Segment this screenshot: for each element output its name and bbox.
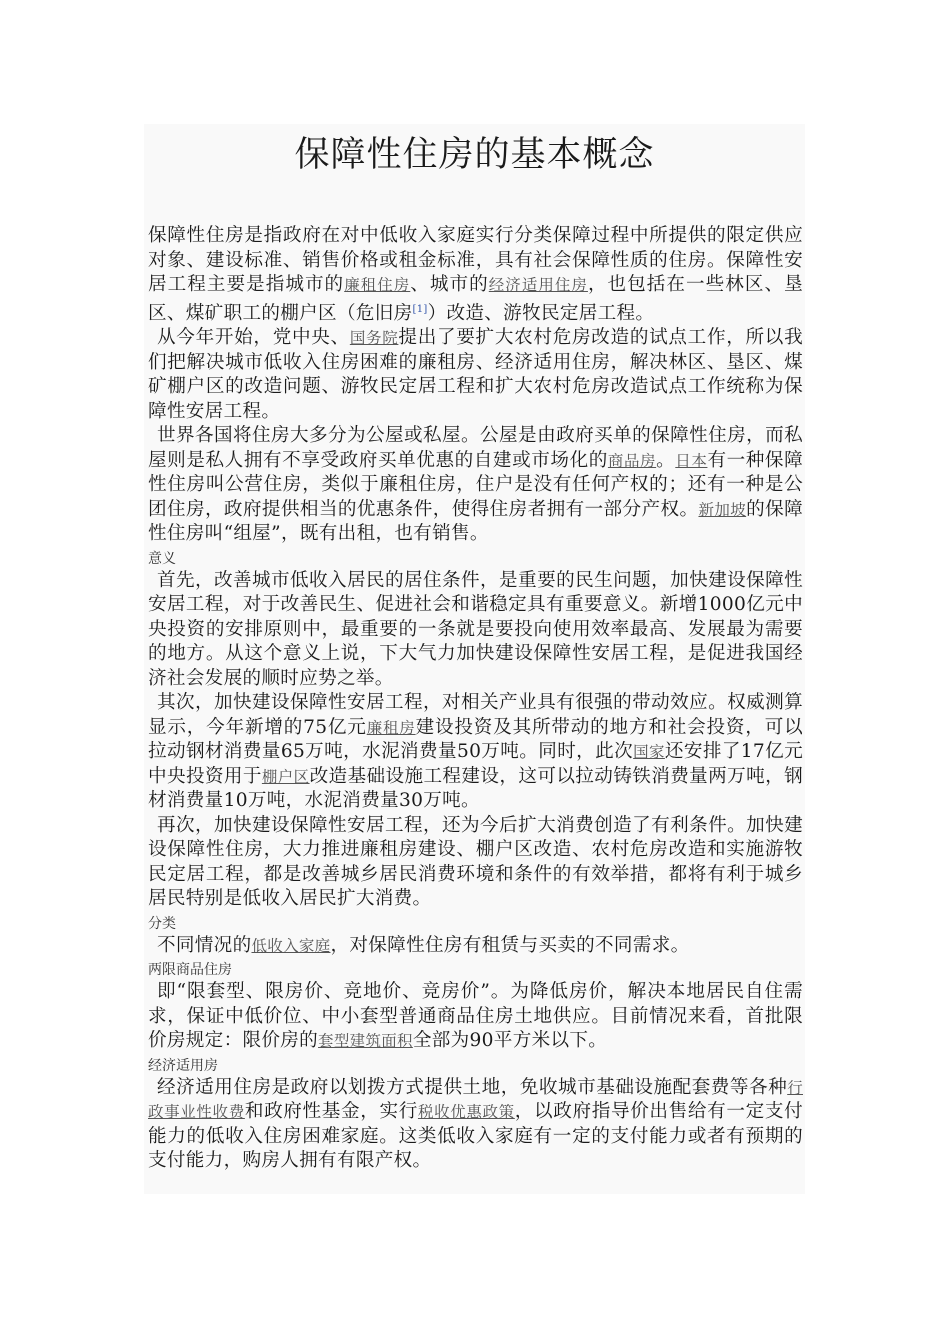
paragraph-background: 从今年开始，党中央、国务院提出了要扩大农村危房改造的试点工作，所以我们把解决城市低收入住房困难的廉租房、经济适用住房，解决林区、垦区、煤矿棚户区的改造问题、游牧民定居工程和扩大农村危房改造试点工作统称为保障性安居工程。 <box>148 327 803 422</box>
page-title: 保障性住房的基本概念 <box>294 135 655 175</box>
link-administrative-fees[interactable]: 行政事业性收费 <box>148 1078 803 1122</box>
section-heading-category: 分类 <box>148 915 176 932</box>
paragraph-meaning-second: 其次，加快建设保障性安居工程，对相关产业具有很强的带动效应。权威测算显示，今年新增的75亿元廉租房建设投资及其所带动的地方和社会投资，可以拉动钢材消费量65万吨，水泥消费量50万吨。同时，此次国家还安排了17亿元中央投资用于棚户区改造基础设施工程建设，这可以拉动铸铁消费量两万吨，钢材消费量10万吨，水泥消费量30万吨。 <box>148 692 804 812</box>
link-low-rent-house[interactable]: 廉租房 <box>366 718 416 737</box>
link-commercial-housing[interactable]: 商品房 <box>607 451 657 470</box>
link-country[interactable]: 国家 <box>633 743 665 762</box>
paragraph-meaning-third: 再次，加快建设保障性安居工程，还为今后扩大消费创造了有利条件。加快建设保障性住房，大力推进廉租房建设、棚户区改造、农村危房改造和实施游牧民定居工程，都是改善城乡居民消费环境和条件的有效举措，都将有利于城乡居民特别是低收入居民扩大消费。 <box>148 814 803 910</box>
article-body <box>148 224 803 1174</box>
document-page <box>144 124 805 1194</box>
paragraph-world-comparison: 世界各国将住房大多分为公屋或私屋。公屋是由政府买单的保障性住房，而私屋则是私人拥有不享受政府买单优惠的自建或市场化的商品房。日本有一种保障性住房叫公营住房，类似于廉租住房，住户是没有任何产权的；还有一种是公团住房，政府提供相当的优惠条件，使得住房者拥有一部分产权。新加坡的保障性住房叫“组屋”，既有出租，也有销售。 <box>148 425 803 545</box>
paragraph-two-limit-housing: 即“限套型、限房价、竞地价、竞房价”。为降低房价，解决本地居民自住需求，保证中低价位、中小套型普通商品住房土地供应。目前情况来看，首批限价房规定：限价房的套型建筑面积全部为90平方米以下。 <box>148 981 803 1052</box>
reference-marker[interactable]: [1] <box>412 303 428 315</box>
paragraph-meaning-first: 首先，改善城市低收入居民的居住条件，是重要的民生问题，加快建设保障性安居工程，对于改善民生、促进社会和谐稳定具有重要意义。新增1000亿元中央投资的安排原则中，最重要的一条就是要投向使用效率最高、发展最为需要的地方。从这个意义上说，下大气力加快建设保障性安居工程，是促进我国经济社会发展的顺时应势之举。 <box>148 569 803 689</box>
paragraph-affordable-housing: 经济适用住房是政府以划拨方式提供土地，免收城市基础设施配套费等各种行政事业性收费和政府性基金，实行税收优惠政策，以政府指导价出售给有一定支付能力的低收入住房困难家庭。这类低收入家庭有一定的支付能力或者有预期的支付能力，购房人拥有有限产权。 <box>148 1076 803 1172</box>
link-shantytown[interactable]: 棚户区 <box>261 767 310 786</box>
link-low-income-family[interactable]: 低收入家庭 <box>251 936 331 955</box>
section-heading-affordable-housing: 经济适用房 <box>148 1057 218 1074</box>
link-singapore[interactable]: 新加坡 <box>698 500 747 519</box>
section-heading-meaning: 意义 <box>148 550 176 567</box>
link-japan[interactable]: 日本 <box>675 451 708 470</box>
link-floor-area[interactable]: 套型建筑面积 <box>318 1032 413 1051</box>
link-state-council[interactable]: 国务院 <box>349 329 399 348</box>
link-affordable-housing[interactable]: 经济适用住房 <box>488 276 588 294</box>
paragraph-category: 不同情况的低收入家庭，对保障性住房有租赁与买卖的不同需求。 <box>157 934 690 956</box>
link-low-rent-housing[interactable]: 廉租住房 <box>344 276 411 294</box>
link-tax-incentives[interactable]: 税收优惠政策 <box>417 1103 515 1122</box>
section-heading-two-limit-housing: 两限商品住房 <box>148 962 232 979</box>
paragraph-definition: 保障性住房是指政府在对中低收入家庭实行分类保障过程中所提供的限定供应对象、建设标准、销售价格或租金标准，具有社会保障性质的住房。保障性安居工程主要是指城市的廉租住房、城市的经济适用住房，也包括在一些林区、垦区、煤矿职工的棚户区（危旧房[1]）改造、游牧民定居工程。 <box>148 225 804 324</box>
